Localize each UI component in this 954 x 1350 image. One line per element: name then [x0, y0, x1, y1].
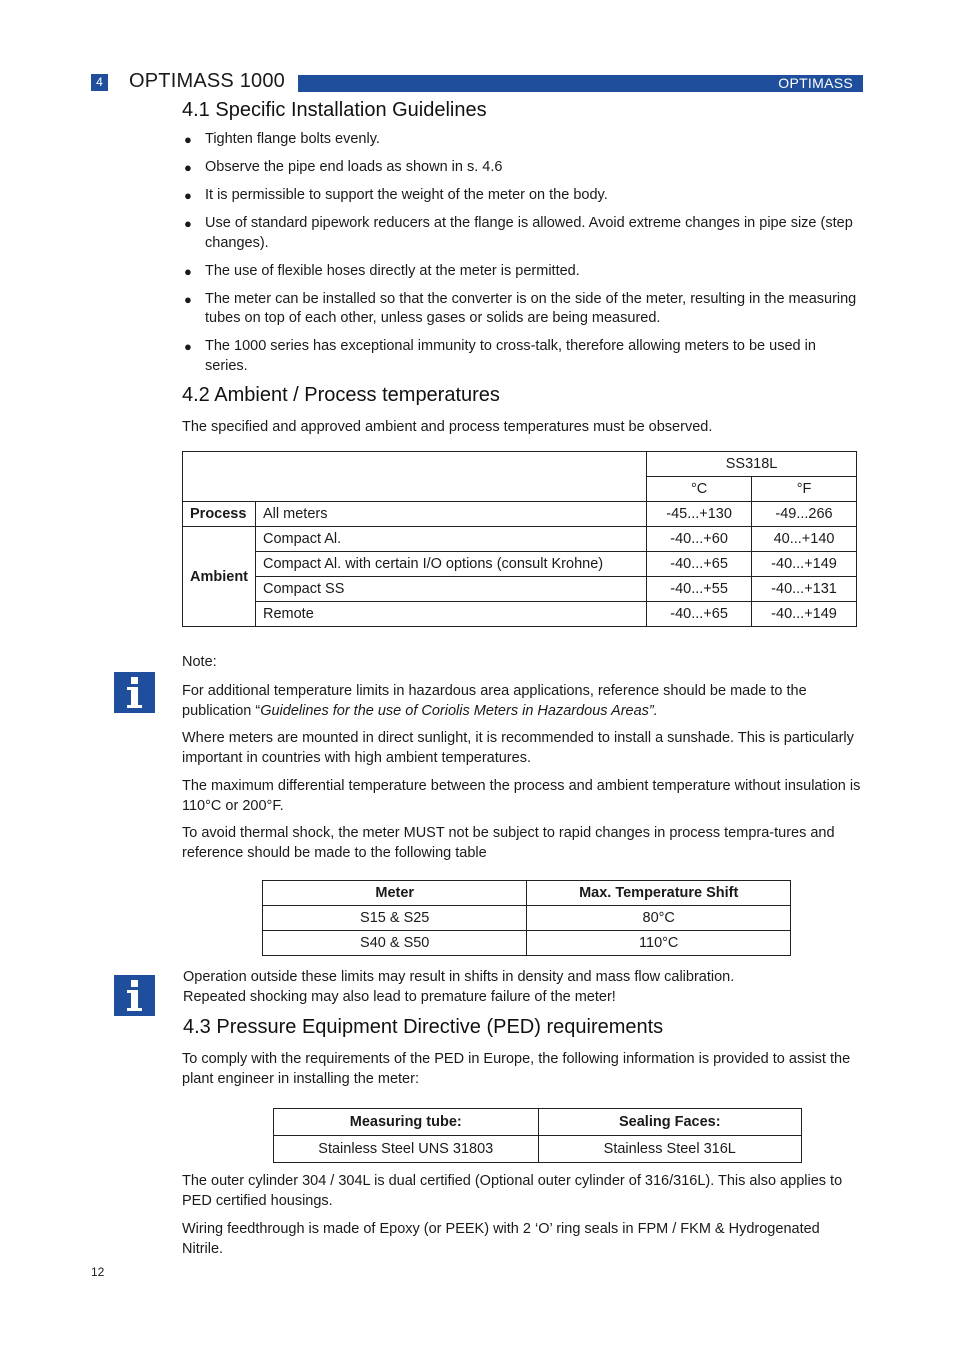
- temperature-shift-table: [262, 880, 791, 956]
- bullet-icon: ●: [184, 160, 192, 175]
- sealing-faces-cell: Stainless Steel 316L: [538, 1136, 801, 1163]
- table-row: [183, 502, 857, 527]
- table-row: [263, 931, 791, 956]
- row-desc: Compact SS: [256, 577, 647, 602]
- list-item: ● Tighten flange bolts evenly.: [182, 130, 862, 150]
- row-fahrenheit: 40...+140: [752, 527, 857, 552]
- publication-title: Guidelines for the use of Coriolis Meters in Hazardous Areas”.: [260, 702, 658, 719]
- ambient-label: Ambient: [183, 527, 256, 627]
- row-desc: Remote: [256, 602, 647, 627]
- meter-cell: S40 & S50: [263, 931, 527, 956]
- list-item: ● The 1000 series has exceptional immunity to cross-talk, therefore allowing meters to be used in series.: [184, 338, 816, 374]
- table-row: [183, 602, 857, 627]
- ped-intro: To comply with the requirements of the PED in Europe, the following information is provided to assist the plant engineer in installing the meter:: [182, 1051, 851, 1087]
- row-desc: Compact Al. with certain I/O options (consult Krohne): [256, 552, 647, 577]
- section-title-temperatures: 4.2 Ambient / Process temperatures: [182, 384, 500, 406]
- row-celsius: -40...+65: [647, 552, 752, 577]
- row-celsius: -45...+130: [647, 502, 752, 527]
- brand-label: OPTIMASS: [778, 75, 853, 91]
- temperature-table: [182, 451, 857, 627]
- unit-celsius-header: °C: [647, 477, 752, 502]
- meter-header: Meter: [263, 881, 527, 906]
- row-desc: Compact Al.: [256, 527, 647, 552]
- bullet-icon: ●: [184, 188, 192, 203]
- bullet-icon: ●: [184, 216, 192, 231]
- warning-text: [183, 968, 863, 1007]
- table-row: [263, 906, 791, 931]
- list-item: ● The use of flexible hoses directly at the meter is permitted.: [182, 262, 862, 282]
- row-celsius: -40...+55: [647, 577, 752, 602]
- row-fahrenheit: -40...+149: [752, 552, 857, 577]
- bullet-icon: ●: [184, 339, 192, 354]
- info-icon: [114, 975, 155, 1016]
- note-paragraph-thermal-shock: To avoid thermal shock, the meter MUST not be subject to rapid changes in process tempra-tures and reference should be made to the following table: [182, 825, 835, 861]
- chapter-number-badge: 4: [91, 74, 108, 91]
- list-item: ● It is permissible to support the weight of the meter on the body.: [182, 186, 862, 206]
- shift-header: Max. Temperature Shift: [527, 881, 791, 906]
- shift-cell: 110°C: [527, 931, 791, 956]
- table-row: [183, 552, 857, 577]
- row-celsius: -40...+60: [647, 527, 752, 552]
- row-desc: All meters: [256, 502, 647, 527]
- ped-table: [273, 1108, 802, 1163]
- page-number: 12: [91, 1265, 105, 1279]
- row-fahrenheit: -40...+131: [752, 577, 857, 602]
- list-item: ● The meter can be installed so that the converter is on the side of the meter, resulting in the measuring tubes on top of each other, unless gases or solids are being measured.: [184, 290, 857, 326]
- installation-guidelines-list: [182, 130, 862, 385]
- list-item: ● Use of standard pipework reducers at the flange is allowed. Avoid extreme changes in pipe size (step changes).: [184, 215, 853, 251]
- measuring-tube-header: Measuring tube:: [274, 1109, 539, 1136]
- bullet-icon: ●: [184, 263, 192, 279]
- brand-header-bar: [298, 75, 863, 92]
- table-corner-cell: [183, 452, 647, 502]
- bullet-icon: ●: [184, 291, 192, 307]
- warning-line: Repeated shocking may also lead to premature failure of the meter!: [183, 988, 616, 1005]
- row-celsius: -40...+65: [647, 602, 752, 627]
- temperatures-intro: The specified and approved ambient and process temperatures must be observed.: [182, 419, 713, 435]
- section-title-installation: 4.1 Specific Installation Guidelines: [182, 99, 487, 121]
- sealing-faces-header: Sealing Faces:: [538, 1109, 801, 1136]
- bullet-icon: ●: [184, 132, 192, 147]
- shift-cell: 80°C: [527, 906, 791, 931]
- note-paragraph-sunshade: Where meters are mounted in direct sunlight, it is recommended to install a sunshade. This is particularly important in countries with high ambient temperatures.: [182, 730, 854, 766]
- row-fahrenheit: -40...+149: [752, 602, 857, 627]
- list-item: ● Observe the pipe end loads as shown in s. 4.6: [182, 158, 862, 178]
- note-label: Note:: [182, 654, 217, 670]
- measuring-tube-cell: Stainless Steel UNS 31803: [274, 1136, 539, 1163]
- ped-paragraph-feedthrough: Wiring feedthrough is made of Epoxy (or PEEK) with 2 ‘O’ ring seals in FPM / FKM & Hydrogenated Nitrile.: [182, 1221, 820, 1257]
- chapter-title: OPTIMASS 1000: [129, 70, 285, 92]
- process-label: Process: [183, 502, 256, 527]
- info-icon: [114, 672, 155, 713]
- section-title-ped: 4.3 Pressure Equipment Directive (PED) requirements: [183, 1016, 664, 1038]
- note-paragraph-differential: The maximum differential temperature between the process and ambient temperature without insulation is 110°C or 200°F.: [182, 778, 861, 814]
- meter-cell: S15 & S25: [263, 906, 527, 931]
- warning-line: Operation outside these limits may result in shifts in density and mass flow calibration.: [183, 969, 735, 985]
- table-row: [183, 527, 857, 552]
- material-header: SS318L: [647, 452, 857, 477]
- row-fahrenheit: -49...266: [752, 502, 857, 527]
- table-row: [274, 1136, 802, 1163]
- unit-fahrenheit-header: °F: [752, 477, 857, 502]
- note-paragraph-hazardous: For additional temperature limits in hazardous area applications, reference should be made to the publication “Guidelines for the use of Coriolis Meters in Hazardous Areas”.: [182, 683, 807, 719]
- table-row: [183, 577, 857, 602]
- ped-paragraph-cylinder: The outer cylinder 304 / 304L is dual certified (Optional outer cylinder of 316/316L). This also applies to PED certified housings.: [182, 1173, 843, 1209]
